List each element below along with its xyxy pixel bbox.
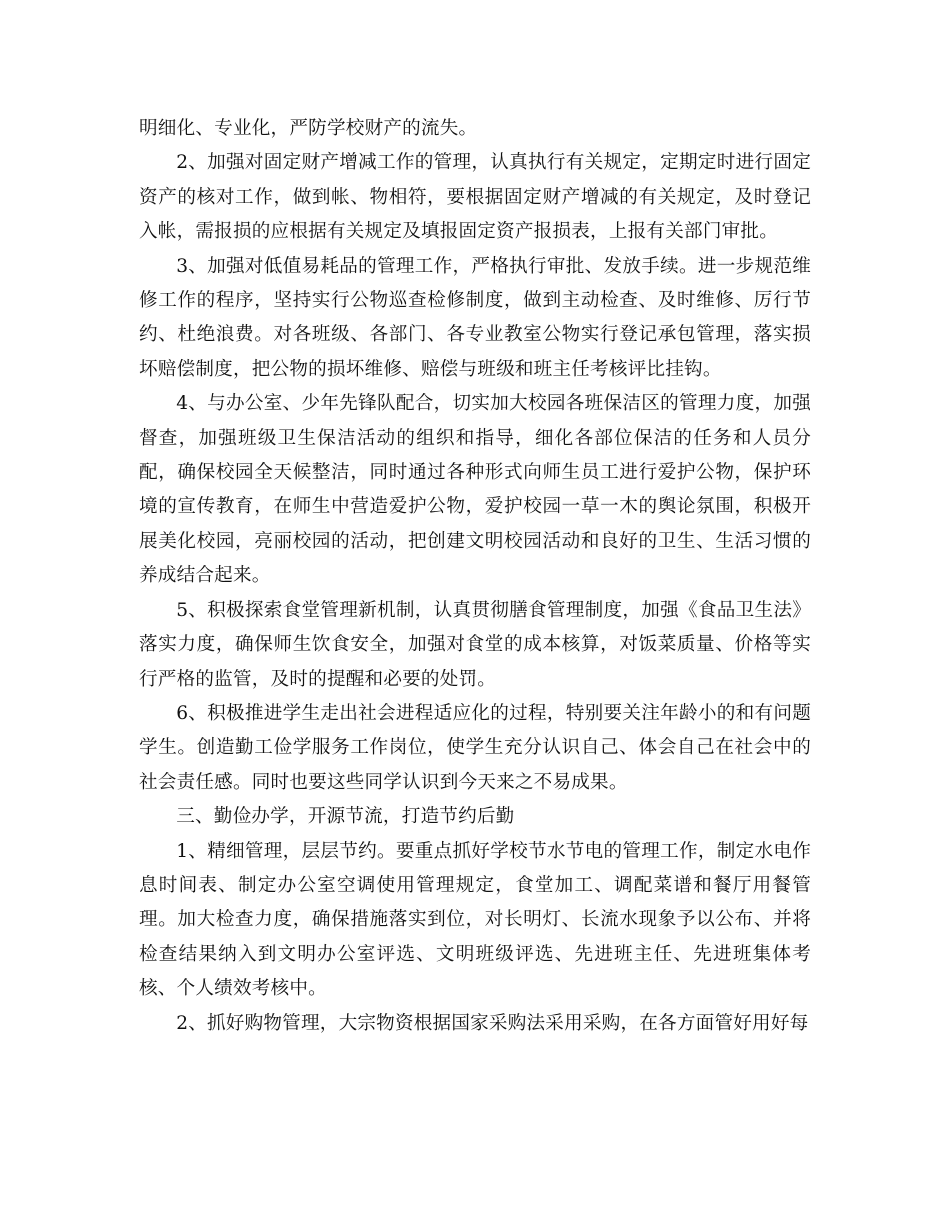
paragraph-8: 2、抓好购物管理，大宗物资根据国家采购法采用采购，在各方面管好用好每 (176, 1012, 809, 1034)
paragraph-4: 4、与办公室、少年先锋队配合，切实加大校园各班保洁区的管理力度，加强督查，加强班级卫生保洁活动的组织和指导，细化各部位保洁的任务和人员分配，确保校园全天候整洁，同时通过各种形式向师生员工进行爱护公物，保护环境的宣传教育，在师生中营造爱护公物，爱护校园一草一木的舆论氛围，积极开展美化校园，亮丽校园的活动，把创建文明校园活动和良好的卫生、生活习惯的养成结合起来。 (139, 393, 811, 587)
paragraph-2: 2、加强对固定财产增减工作的管理，认真执行有关规定，定期定时进行固定资产的核对工作，做到帐、物相符，要根据固定财产增减的有关规定，及时登记入帐，需报损的应根据有关规定及填报固定资产报损表，上报有关部门审批。 (139, 152, 811, 243)
document-body (139, 112, 811, 1041)
paragraph-5: 5、积极探索食堂管理新机制，认真贯彻膳食管理制度，加强《食品卫生法》落实力度，确保师生饮食安全，加强对食堂的成本核算，对饭菜质量、价格等实行严格的监管，及时的提醒和必要的处罚。 (139, 599, 811, 690)
paragraph-3: 3、加强对低值易耗品的管理工作，严格执行审批、发放手续。进一步规范维修工作的程序，坚持实行公物巡查检修制度，做到主动检查、及时维修、厉行节约、杜绝浪费。对各班级、各部门、各专业教室公物实行登记承包管理，落实损坏赔偿制度，把公物的损坏维修、赔偿与班级和班主任考核评比挂钩。 (139, 255, 811, 380)
section-heading: 三、勤俭办学，开源节流，打造节约后勤 (176, 806, 515, 828)
paragraph-7: 1、精细管理，层层节约。要重点抓好学校节水节电的管理工作，制定水电作息时间表、制定办公室空调使用管理规定，食堂加工、调配菜谱和餐厅用餐管理。加大检查力度，确保措施落实到位，对长明灯、长流水现象予以公布、并将检查结果纳入到文明办公室评选、文明班级评选、先进班主任、先进班集体考核、个人绩效考核中。 (139, 840, 811, 1000)
paragraph-6: 6、积极推进学生走出社会进程适应化的过程，特别要关注年龄小的和有问题学生。创造勤工俭学服务工作岗位，使学生充分认识自己、体会自己在社会中的社会责任感。同时也要这些同学认识到今天来之不易成果。 (139, 702, 811, 793)
paragraph-1: 明细化、专业化，严防学校财产的流失。 (139, 118, 478, 139)
